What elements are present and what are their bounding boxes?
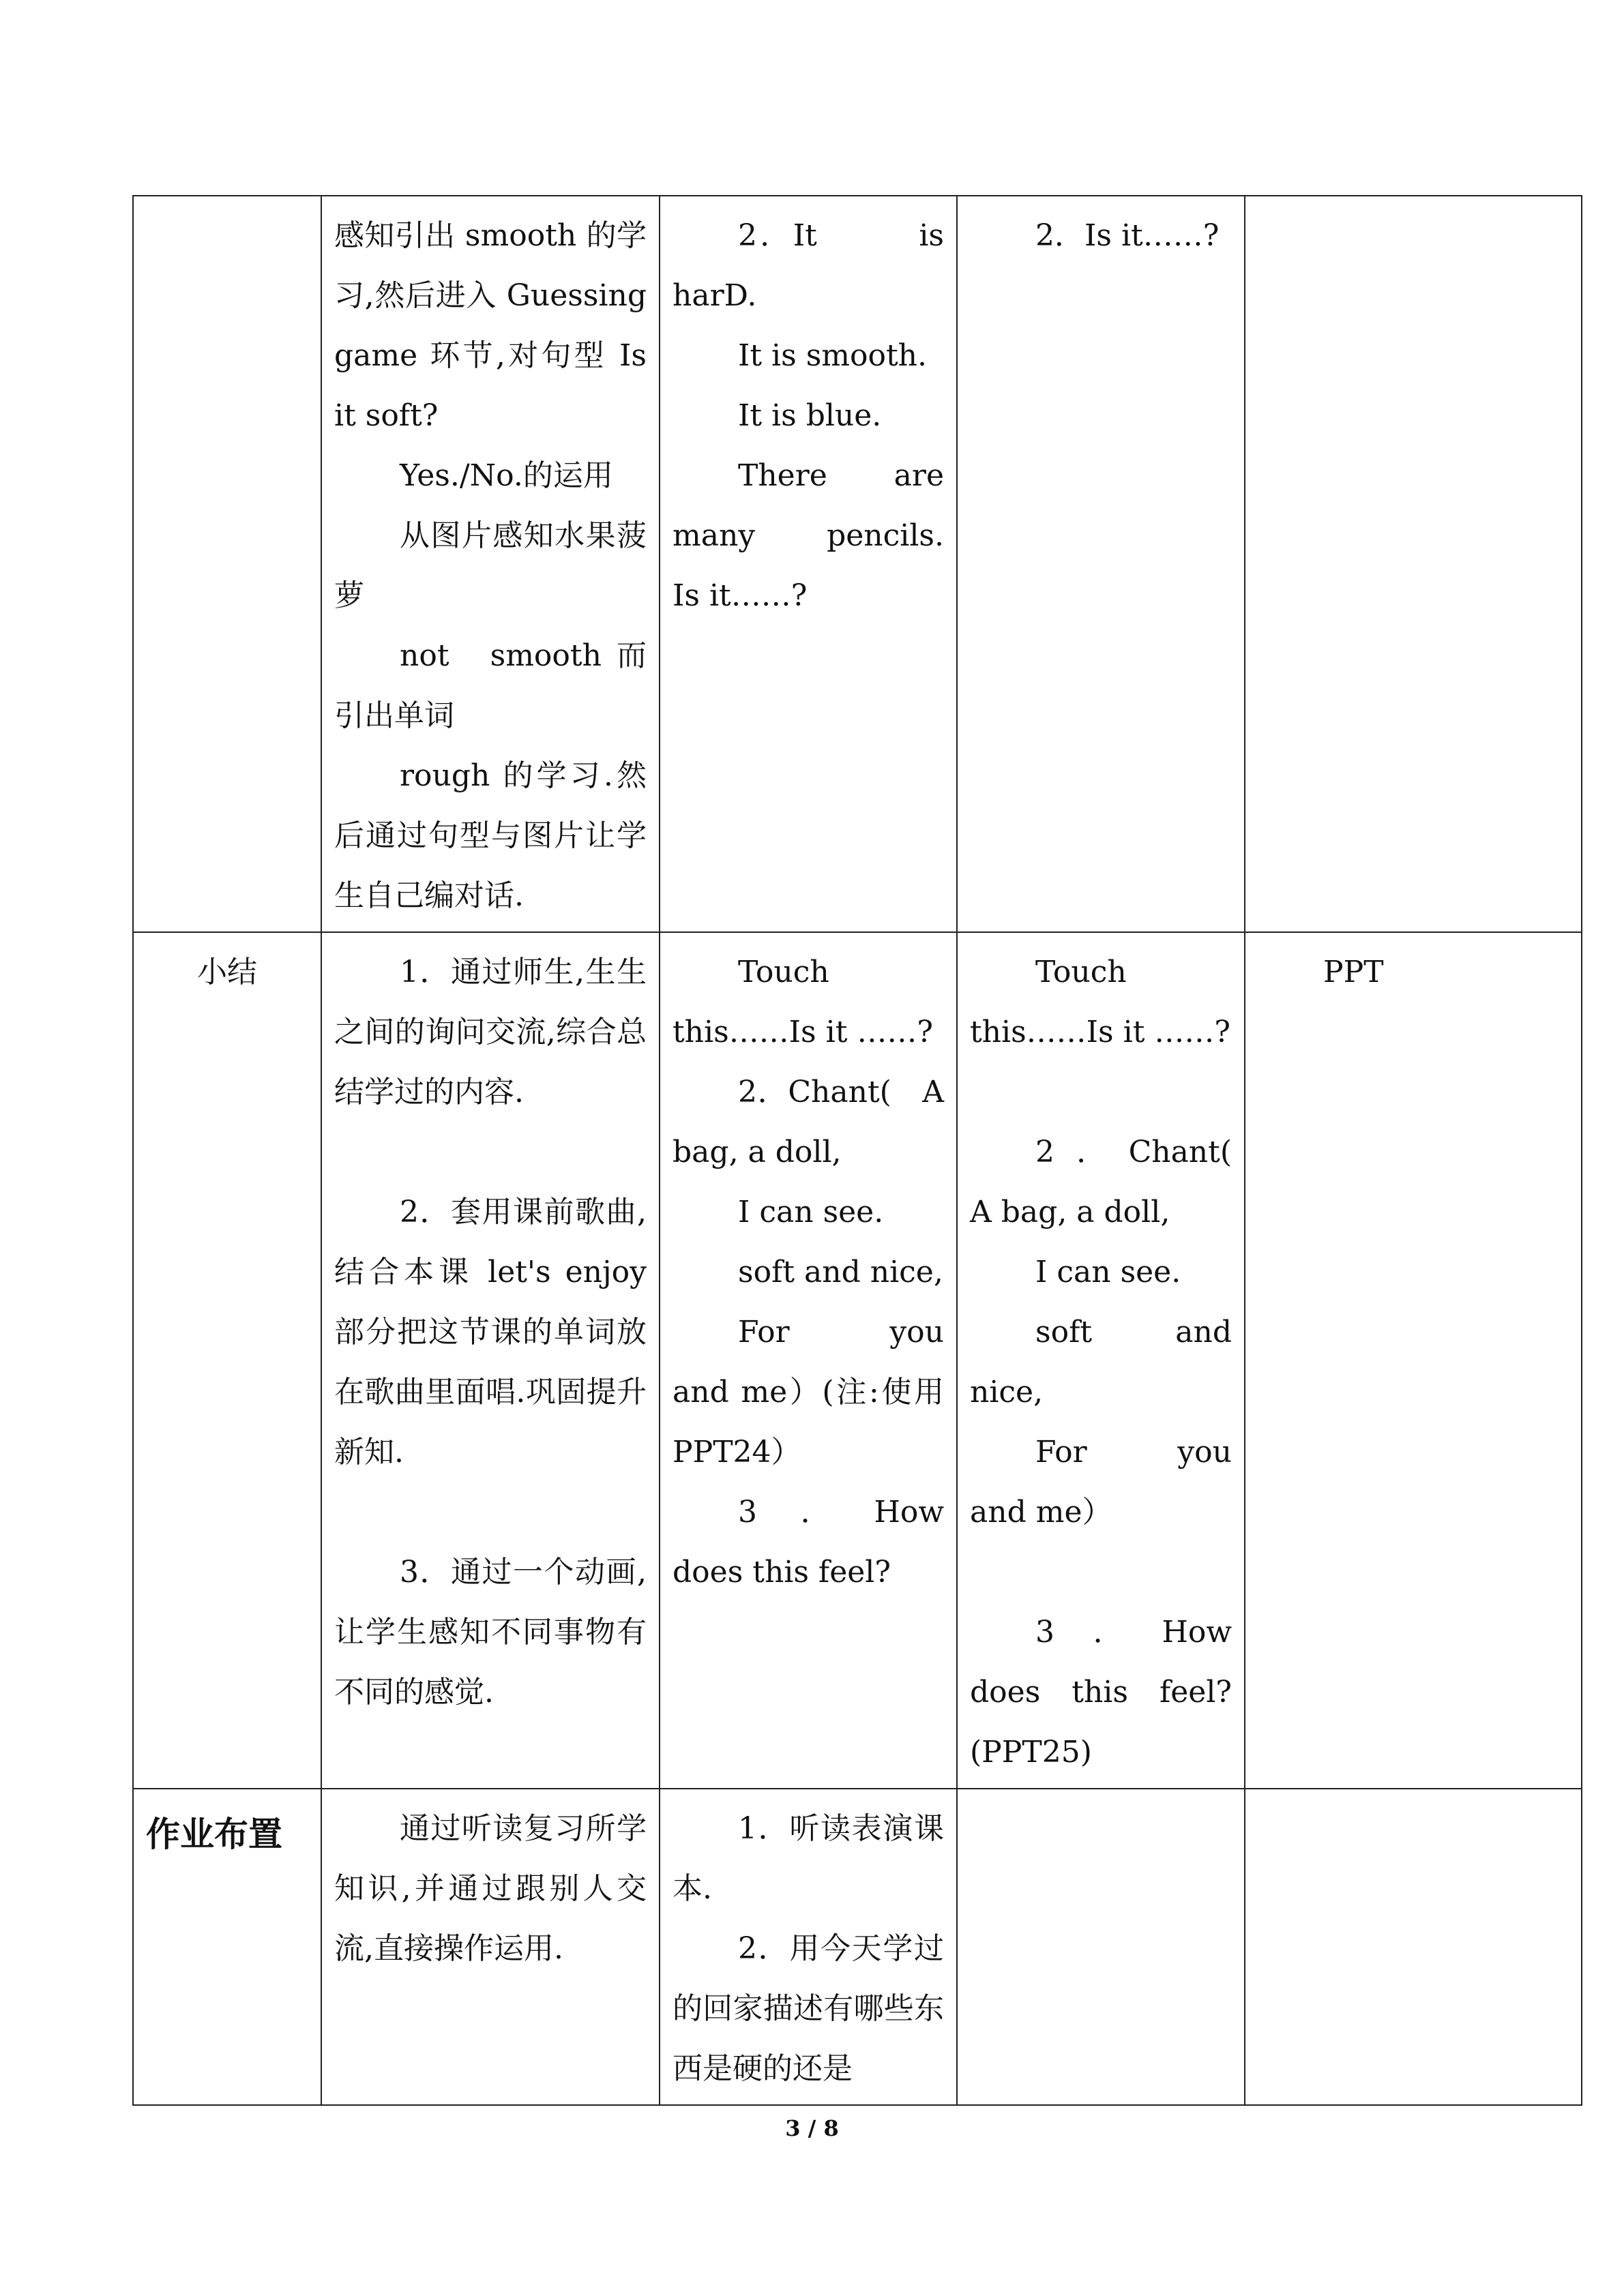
stage-label: 作业布置: [146, 1815, 282, 1854]
activity-text: 3．How does this feel?(PPT25): [970, 1615, 1262, 1770]
table-row: [133, 932, 1582, 1789]
activity-text: soft and nice,: [970, 1315, 1232, 1410]
intent-cell: [321, 1789, 660, 2105]
stage-label: 小结: [197, 955, 257, 989]
table-row: [133, 1789, 1582, 2105]
activity-text: For you and me）: [970, 1435, 1262, 1530]
activity-text: Touch this……Is it ……?: [673, 955, 933, 1049]
teacher-activity-cell: [660, 196, 974, 932]
activity-text: It is smooth.: [738, 338, 927, 373]
activity-text: 2．Chant( A bag, a doll,: [970, 1135, 1262, 1229]
intent-text: not smooth 而引出单词: [334, 638, 647, 733]
lesson-plan-table: [132, 195, 1582, 2106]
spacer: [970, 1062, 1232, 1122]
activity-text: 3．How does this feel?: [673, 1495, 974, 1590]
media-text: PPT: [1323, 955, 1384, 989]
intent-cell: [321, 932, 660, 1789]
student-activity-cell: [957, 1789, 1245, 2105]
activity-text: For you and me）(注:使用PPT24）: [673, 1315, 974, 1470]
intent-text: Yes./No.的运用: [400, 458, 613, 493]
intent-text: rough 的学习.然后通过句型与图片让学生自己编对话.: [334, 758, 647, 913]
activity-text: 2．Is it……?: [1035, 218, 1220, 253]
activity-text: It is blue.: [738, 398, 882, 433]
intent-text: 3．通过一个动画,让学生感知不同事物有不同的感觉.: [334, 1555, 647, 1710]
spacer: [334, 1122, 647, 1182]
intent-text: 通过听读复习所学知识,并通过跟别人交流,直接操作运用.: [334, 1811, 647, 1966]
activity-text: 2．It is harD.: [673, 218, 944, 313]
intent-text: 从图片感知水果菠萝: [334, 518, 647, 613]
table-row: [133, 196, 1582, 932]
page-number: 3 / 8: [785, 2115, 839, 2141]
activity-text: 1．听读表演课本.: [673, 1811, 944, 1906]
activity-text: 2．用今天学过的回家描述有哪些东西是硬的还是: [673, 1931, 944, 2086]
student-activity-cell: [957, 196, 1245, 932]
teacher-activity-cell: [660, 1789, 957, 2105]
intent-text: 感知引出 smooth 的学习,然后进入 Guessing game 环节,对句型 Is it soft?: [334, 218, 647, 433]
activity-text: soft and nice,: [738, 1255, 943, 1289]
spacer: [970, 1542, 1232, 1602]
teacher-activity-cell: [660, 932, 974, 1789]
stage-cell: [133, 196, 321, 932]
stage-cell: [133, 932, 321, 1789]
intent-cell: [321, 196, 660, 932]
activity-text: Touch this……Is it ……?: [970, 955, 1230, 1049]
intent-text: 1．通过师生,生生之间的询问交流,综合总结学过的内容.: [334, 955, 647, 1109]
student-activity-cell: [957, 932, 1262, 1789]
stage-cell: [133, 1789, 321, 2105]
activity-text: I can see.: [738, 1195, 884, 1229]
media-cell: [1245, 932, 1582, 1789]
media-cell: [1245, 196, 1582, 932]
spacer: [334, 1482, 647, 1542]
activity-text: There are many pencils. Is it……?: [673, 458, 974, 613]
activity-text: 2．Chant( A bag, a doll,: [673, 1075, 944, 1169]
media-cell: [1245, 1789, 1582, 2105]
activity-text: I can see.: [1035, 1255, 1181, 1289]
intent-text: 2．套用课前歌曲,结合本课 let's enjoy 部分把这节课的单词放在歌曲里面唱.巩固提升新知.: [334, 1195, 647, 1470]
